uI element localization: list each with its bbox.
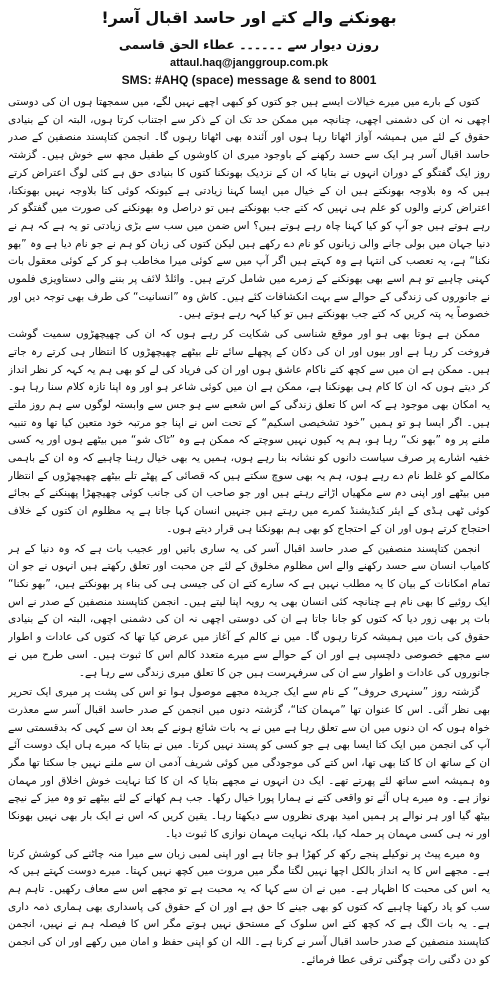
body-paragraph: کتوں کے بارے میں میرے خیالات ایسے ہیں جو کتوں کو کبھی اچھے نہیں لگے، میں سمجھتا ہوں ان کی دوستی اچھی نہ ان کی دشمنی اچھی، چنانچہ میں ممکن حد تک ان کے ذکر سے اجتناب کرتا ہوں، البتہ ان کے بنیادی حقوق کے لئے میں ہمیشہ آواز اٹھاتا رہا ہوں اور آئندہ بھی اٹھاتا رہوں گا۔ انجمن کتاپسند منصفین کے صدر حاسد اقبال آسر ہر ایک سے حسد رکھنے کے باوجود میری ان کاوشوں کے طفیل مجھ سے خوش ہیں۔ گزشتہ روز ایک گفتگو کے دوران انہوں نے بتایا کہ ان کے نزدیک بھونکنا کتوں کا بنیادی حق ہے کئی لوگ اعتراض کرتے ہیں کہ وہ بلاوجہ بھونکتے ہیں ان کے خیال میں ایسا کہنا زیادتی ہے کیونکہ کوئی کتا بلاوجہ نہیں بھونکتا، اعتراض کرنے والوں کو علم ہی نہیں کہ کتے جب بھونکتے ہیں تو دراصل وہ بھونکنے کی صورت میں گفتگو کر رہے ہوتے ہیں جو آپ کو کیا کہنا چاہ رہے ہوتے ہیں؟ اس ضمن میں سب سے بڑی زیادتی تو یہ ہے کہ ہم نے دنیا جہان میں بولی جانے والی زبانوں کو نام دے رکھے ہیں لیکن کتوں کی زبان کو ہم نے جو نام دیا ہے وہ ”بھو نکنا“ ہے، یہ تعصب کی انتہا ہے وہ کہتے ہیں اگر آپ میں سے کوئی میرا مخاطب ہو کر کے کوئی معقول بات کہنی چاہیے تو ہم اسے بھی بھونکنے کے زمرے میں شامل کرتے ہیں۔ وائلڈ لائف پر بننے والی دستاویزی فلموں نے جانوروں کی زندگی کے حوالے سے بہت انکشافات کئے ہیں۔ کاش وہ ”انسانیت“ کی طرف بھی توجہ دیں اور خصوصاً یہ پتہ کریں کہ کتے جب بھونکتے ہیں تو کیا کہہ رہے ہوتے ہیں۔ [8, 96, 490, 321]
sms-instruction: SMS: #AHQ (space) message & send to 8001 [121, 73, 377, 87]
column-title: بھونکنے والے کتے اور حاسد اقبال آسر! [101, 8, 397, 27]
column-byline: روزن دیوار سے ۔۔۔۔۔۔ عطاء الحق قاسمی [118, 37, 380, 52]
body-paragraph: وہ میرے پیٹ پر نوکیلے پنجے رکھ کر کھڑا ہو جاتا ہے اور اپنی لمبی زبان سے میرا منہ چاٹنے کی کوشش کرتا ہے۔ مجھے اس کا یہ انداز بالکل اچھا نہیں لگتا مگر میں مروت میں کچھ نہیں کہتا۔ میرے دوست کہتے ہیں کہ یہ اس کی محبت کا اظہار ہے۔ میں نے ان سے کہا کہ یہ محبت ہے تو مجھے اس سے معاف رکھیں۔ تاہم ہم سب کو یاد رکھنا چاہیے کہ کتوں کو بھی جینے کا حق ہے اور ان کے حقوق کی پاسداری بھی ہماری ذمہ داری ہے۔ یہ بات الگ ہے کہ کچھ کتے اس سلوک کے مستحق نہیں ہوتے مگر اس کا فیصلہ ہم نے نہیں، انجمن کتاپسند منصفین کے صدر حاسد اقبال آسر نے کرنا ہے۔ اللہ ان کو اپنی حفظ و امان میں رکھے اور ان کی انجمن کو دن دگنی رات چوگنی ترقی عطا فرمائے۔ [8, 847, 490, 966]
column-body [8, 94, 490, 969]
column-header [8, 6, 490, 88]
body-paragraph: گزشتہ روز ”سنہری حروف“ کے نام سے ایک جریدہ مجھے موصول ہوا تو اس کی پشت پر میری ایک تحریر بھی نظر آئی۔ اس کا عنوان تھا ”مہمان کتا“، گزشتہ دنوں میں انجمن کے صدر حاسد اقبال آسر سے معذرت خواہ ہوں کہ ان دنوں میں ان سے تعلق رہا ہے میں نے یہ بات شائع ہونے کے بعد ان سے کہی کہ بدقسمتی سے آپ کی انجمن میں ایک کتا ایسا بھی ہے جو کسی کو پسند نہیں کرتا۔ میں نے بتایا کہ میرے ہاں ایک دوست آئے ان کے ساتھ ان کا کتا بھی تھا، اس کتے کی موجودگی میں کوئی شریف آدمی ان سے ملنے نہیں جا سکتا تھا مگر وہ ہمیشہ اسے ساتھ لئے پھرتے تھے۔ ایک دن انہوں نے مجھے بتایا کہ ان کا کتا نہایت خوش اخلاق اور مہمان نواز ہے۔ وہ میرے ہاں آئے تو واقعی کتے نے ہمارا پورا خیال رکھا۔ جب ہم کھانے کے لئے بیٹھے تو وہ میز کے نیچے بیٹھ گیا اور ہر نوالے پر ہمیں امید بھری نظروں سے دیکھتا رہا۔ یقین کریں کہ اس نے ایک بار بھی نہیں بھونکا اور نہ ہی کسی مہمان پر حملہ کیا، بلکہ نہایت مہمان نوازی کا ثبوت دیا۔ [8, 686, 490, 840]
body-paragraph: انجمن کتاپسند منصفین کے صدر حاسد اقبال آسر کی یہ ساری باتیں اور عجیب بات ہے کہ وہ دنیا کے ہر کامیاب انسان سے حسد رکھنے والے اس مظلوم مخلوق کے لئے جن محبت اور تعلق رکھتے ہیں انہوں نے جو ان تمام امکانات کے بیان کا یہ مطلب نہیں ہے کہ سارے کتے ان کی جیسی ہی کی بناء پر بھونکتے ہیں، ”بھو نکنا“ ایک روئیے کا بھی نام ہے چنانچہ کئی انسان بھی یہ رویہ اپنا لیتے ہیں۔ انجمن کتاپسند منصفین کے صدر نے اس بات پر بھی زور دیا کہ کتوں کو جانا جاتا ہے ان کی دوستی اچھی نہ ان کی دشمنی اچھی، البتہ ان کے بنیادی حقوق کی بات میں ہمیشہ کرتا رہوں گا۔ میں نے کالم کے آغاز میں عرض کیا تھا کہ کتوں کی عادات و اطوار سے مجھے خصوصی دلچسپی ہے اور ان کے حوالے سے میرے متعدد کالم اس کا ثبوت ہیں۔ اسی طرح میں نے جانوروں کی عادات و اطوار سے ان کی سرفہرست ہیں جن کا تعلق میری زندگی سے رہا ہے۔ [8, 542, 490, 679]
body-paragraph: ممکن ہے ہوتا بھی ہو اور موقع شناسی کی شکایت کر رہے ہوں کہ ان کی چھیچھڑوں سمیت گوشت فروخت کر رہا ہے اور بیوں اور ان کی دکان کے پچھلے سائے تلے بیٹھے چھیچھڑوں کا انتظار ہی کرتے رہ جاتے ہیں۔ ممکن ہے ان میں سے کچھ کتے ناکام عاشق ہوں اور ان کی فریاد کی لے کو بھی ہم یہ کہہ کر نظر انداز کر دیتے ہوں کہ ان کا کام ہی بھونکنا ہے، ممکن ہے ان میں کوئی شاعر ہو اور وہ اپنا تازہ کلام سنا رہا ہو۔ یہ امکان بھی موجود ہے کہ اس کا تعلق زندگی کے اس شعبے سے ہو جس سے وابستہ لوگوں سے ہم روز ملتے ہیں۔ اگر ایسا ہو تو ہمیں ”خود تشخیصی اسکیم“ کے تحت اس نے اپنا جو مرتبہ خود متعین کیا تھا وہ تنبیہ ملنے پر وہ ”بھو نک“ رہا ہو، ہم یہ کیوں نہیں سوچتے کہ ممکن ہے وہ ”ٹاک شو“ میں بیٹھے ہوں اور یہ کسی خفیہ اشارے پر صرف سیاست دانوں کو نشانہ بنا رہے ہوں، ہمیں یہ بھی خیال رہنا چاہیے کہ وہ ان کے باہمی مکالمے کو غلط نام دے رہے ہوں، ہم یہ بھی سوچ سکتے ہیں کہ قصائی کے پھٹے تلے بیٹھے چھیچھڑوں کے انتظار میں بیٹھے اور اپنی دم سے مکھیاں اڑاتے رہتے ہیں اور جو صاحب ان کی جانب کوئی چھیچھڑا پھینکنے کے بجائے کوئی ٹھی ہڈی کے ایئر کنڈیشنڈ کمرے میں رہتے ہیں جنہیں انسان کہا جاتا ہے یہ مظلوم ان کتوں کے خلاف احتجاج کرتے ہوں اور ان کے احتجاج کو بھی ہم بھونکنا ہی قرار دیتے ہوں۔ [8, 328, 490, 535]
author-email: attaul.haq@janggroup.com.pk [169, 57, 328, 69]
newspaper-column [8, 6, 490, 976]
